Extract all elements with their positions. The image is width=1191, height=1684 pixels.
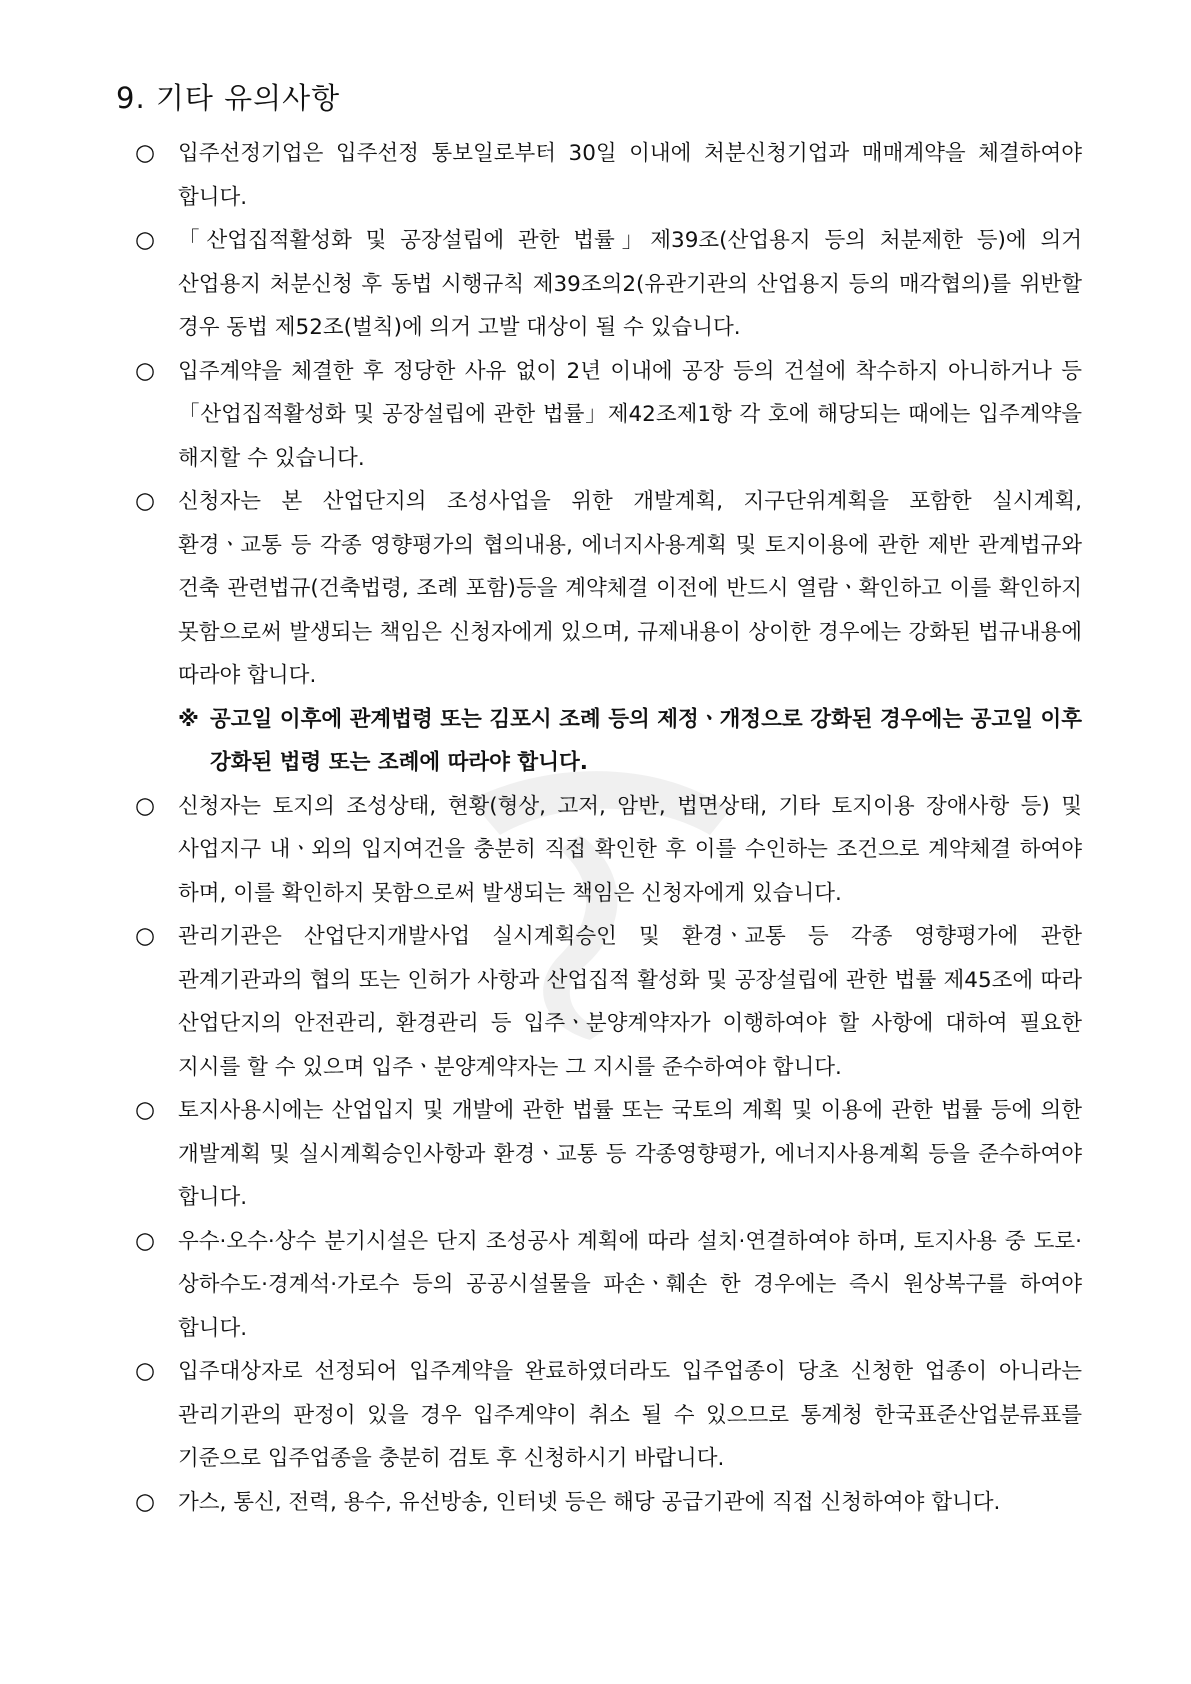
list-item [0,1220,1082,1351]
circle-bullet-icon: ○ [135,923,156,949]
important-note-text: 공고일 이후에 관계법령 또는 김포시 조례 등의 제정ㆍ개정으로 강화된 경우에는 공고일 이후 강화된 법령 또는 조례에 따라야 합니다. [210,706,1082,775]
list-item-text: 신청자는 본 산업단지의 조성사업을 위한 개발계획, 지구단위계획을 포함한 실시계획, 환경ㆍ교통 등 각종 영향평가의 협의내용, 에너지사용계획 및 토지이용에 관한 제반 관계법규와 건축 관련법규(건축법령, 조례 포함)등을 계약체결 이전에 반드시 열람ㆍ확인하고 이를 확인하지 못함으로써 발생되는 책임은 신청자에게 있으며, 규제내용이 상이한 경우에는 강화된 법규내용에 따라야 합니다. [178,489,1082,688]
circle-bullet-icon: ○ [135,488,156,514]
list-item [0,219,1082,350]
circle-bullet-icon: ○ [135,140,156,166]
list-item-text: 우수·오수·상수 분기시설은 단지 조성공사 계획에 따라 설치·연결하여야 하며, 토지사용 중 도로·상하수도·경계석·가로수 등의 공공시설물을 파손ㆍ훼손 한 경우에는 즉시 원상복구를 하여야 합니다. [178,1228,1082,1341]
section-title: 9. 기타 유의사항 [116,81,341,115]
list-item [0,1350,1082,1481]
list-item-text: 토지사용시에는 산업입지 및 개발에 관한 법률 또는 국토의 계획 및 이용에 관한 법률 등에 의한 개발계획 및 실시계획승인사항과 환경ㆍ교통 등 각종영향평가, 에너지사용계획 등을 준수하여야 합니다. [178,1098,1082,1210]
list-item [0,1481,1082,1525]
list-item-text: 「산업집적활성화 및 공장설립에 관한 법률」제39조(산업용지 등의 처분제한 등)에 의거 산업용지 처분신청 후 동법 시행규칙 제39조의2(유관기관의 산업용지 등의 매각협의)를 위반할 경우 동법 제52조(벌칙)에 의거 고발 대상이 될 수 있습니다. [178,228,1082,340]
circle-bullet-icon: ○ [135,227,156,253]
circle-bullet-icon: ○ [135,1358,156,1384]
reference-mark-icon: ※ [178,706,199,732]
notice-list [0,132,1191,1524]
list-item-text: 입주계약을 체결한 후 정당한 사유 없이 2년 이내에 공장 등의 건설에 착수하지 아니하거나 등 「산업집적활성화 및 공장설립에 관한 법률」제42조제1항 각 호에 해당되는 때에는 입주계약을 해지할 수 있습니다. [178,358,1082,471]
list-item-text: 입주대상자로 선정되어 입주계약을 완료하였더라도 입주업종이 당초 신청한 업종이 아니라는 관리기관의 판정이 있을 경우 입주계약이 취소 될 수 있으므로 통계청 한국표준산업분류표를 기준으로 입주업종을 충분히 검토 후 신청하시기 바랍니다. [178,1359,1082,1471]
circle-bullet-icon: ○ [135,1097,156,1123]
important-note [0,698,1082,785]
list-item [0,132,1082,219]
circle-bullet-icon: ○ [135,1227,156,1254]
list-item [0,480,1082,698]
list-item-text: 신청자는 토지의 조성상태, 현황(형상, 고저, 암반, 법면상태, 기타 토지이용 장애사항 등) 및 사업지구 내ㆍ외의 입지여건을 충분히 직접 확인한 후 이를 수인하는 조건으로 계약체결 하여야 하며, 이를 확인하지 못함으로써 발생되는 책임은 신청자에게 있습니다. [178,793,1082,906]
circle-bullet-icon: ○ [135,357,156,384]
list-item [0,915,1082,1089]
circle-bullet-icon: ○ [135,792,156,819]
list-item [0,785,1082,916]
list-item-text: 관리기관은 산업단지개발사업 실시계획승인 및 환경ㆍ교통 등 각종 영향평가에 관한 관계기관과의 협의 또는 인허가 사항과 산업집적 활성화 및 공장설립에 관한 법률 제45조에 따라 산업단지의 안전관리, 환경관리 등 입주ㆍ분양계약자가 이행하여야 할 사항에 대하여 필요한 지시를 할 수 있으며 입주ㆍ분양계약자는 그 지시를 준수하여야 합니다. [178,924,1082,1080]
list-item [0,350,1082,481]
circle-bullet-icon: ○ [135,1488,156,1515]
list-item-text: 입주선정기업은 입주선정 통보일로부터 30일 이내에 처분신청기업과 매매계약을 체결하여야 합니다. [178,141,1082,210]
list-item-text: 가스, 통신, 전력, 용수, 유선방송, 인터넷 등은 해당 공급기관에 직접 신청하여야 합니다. [178,1489,1001,1515]
list-item [0,1089,1082,1220]
